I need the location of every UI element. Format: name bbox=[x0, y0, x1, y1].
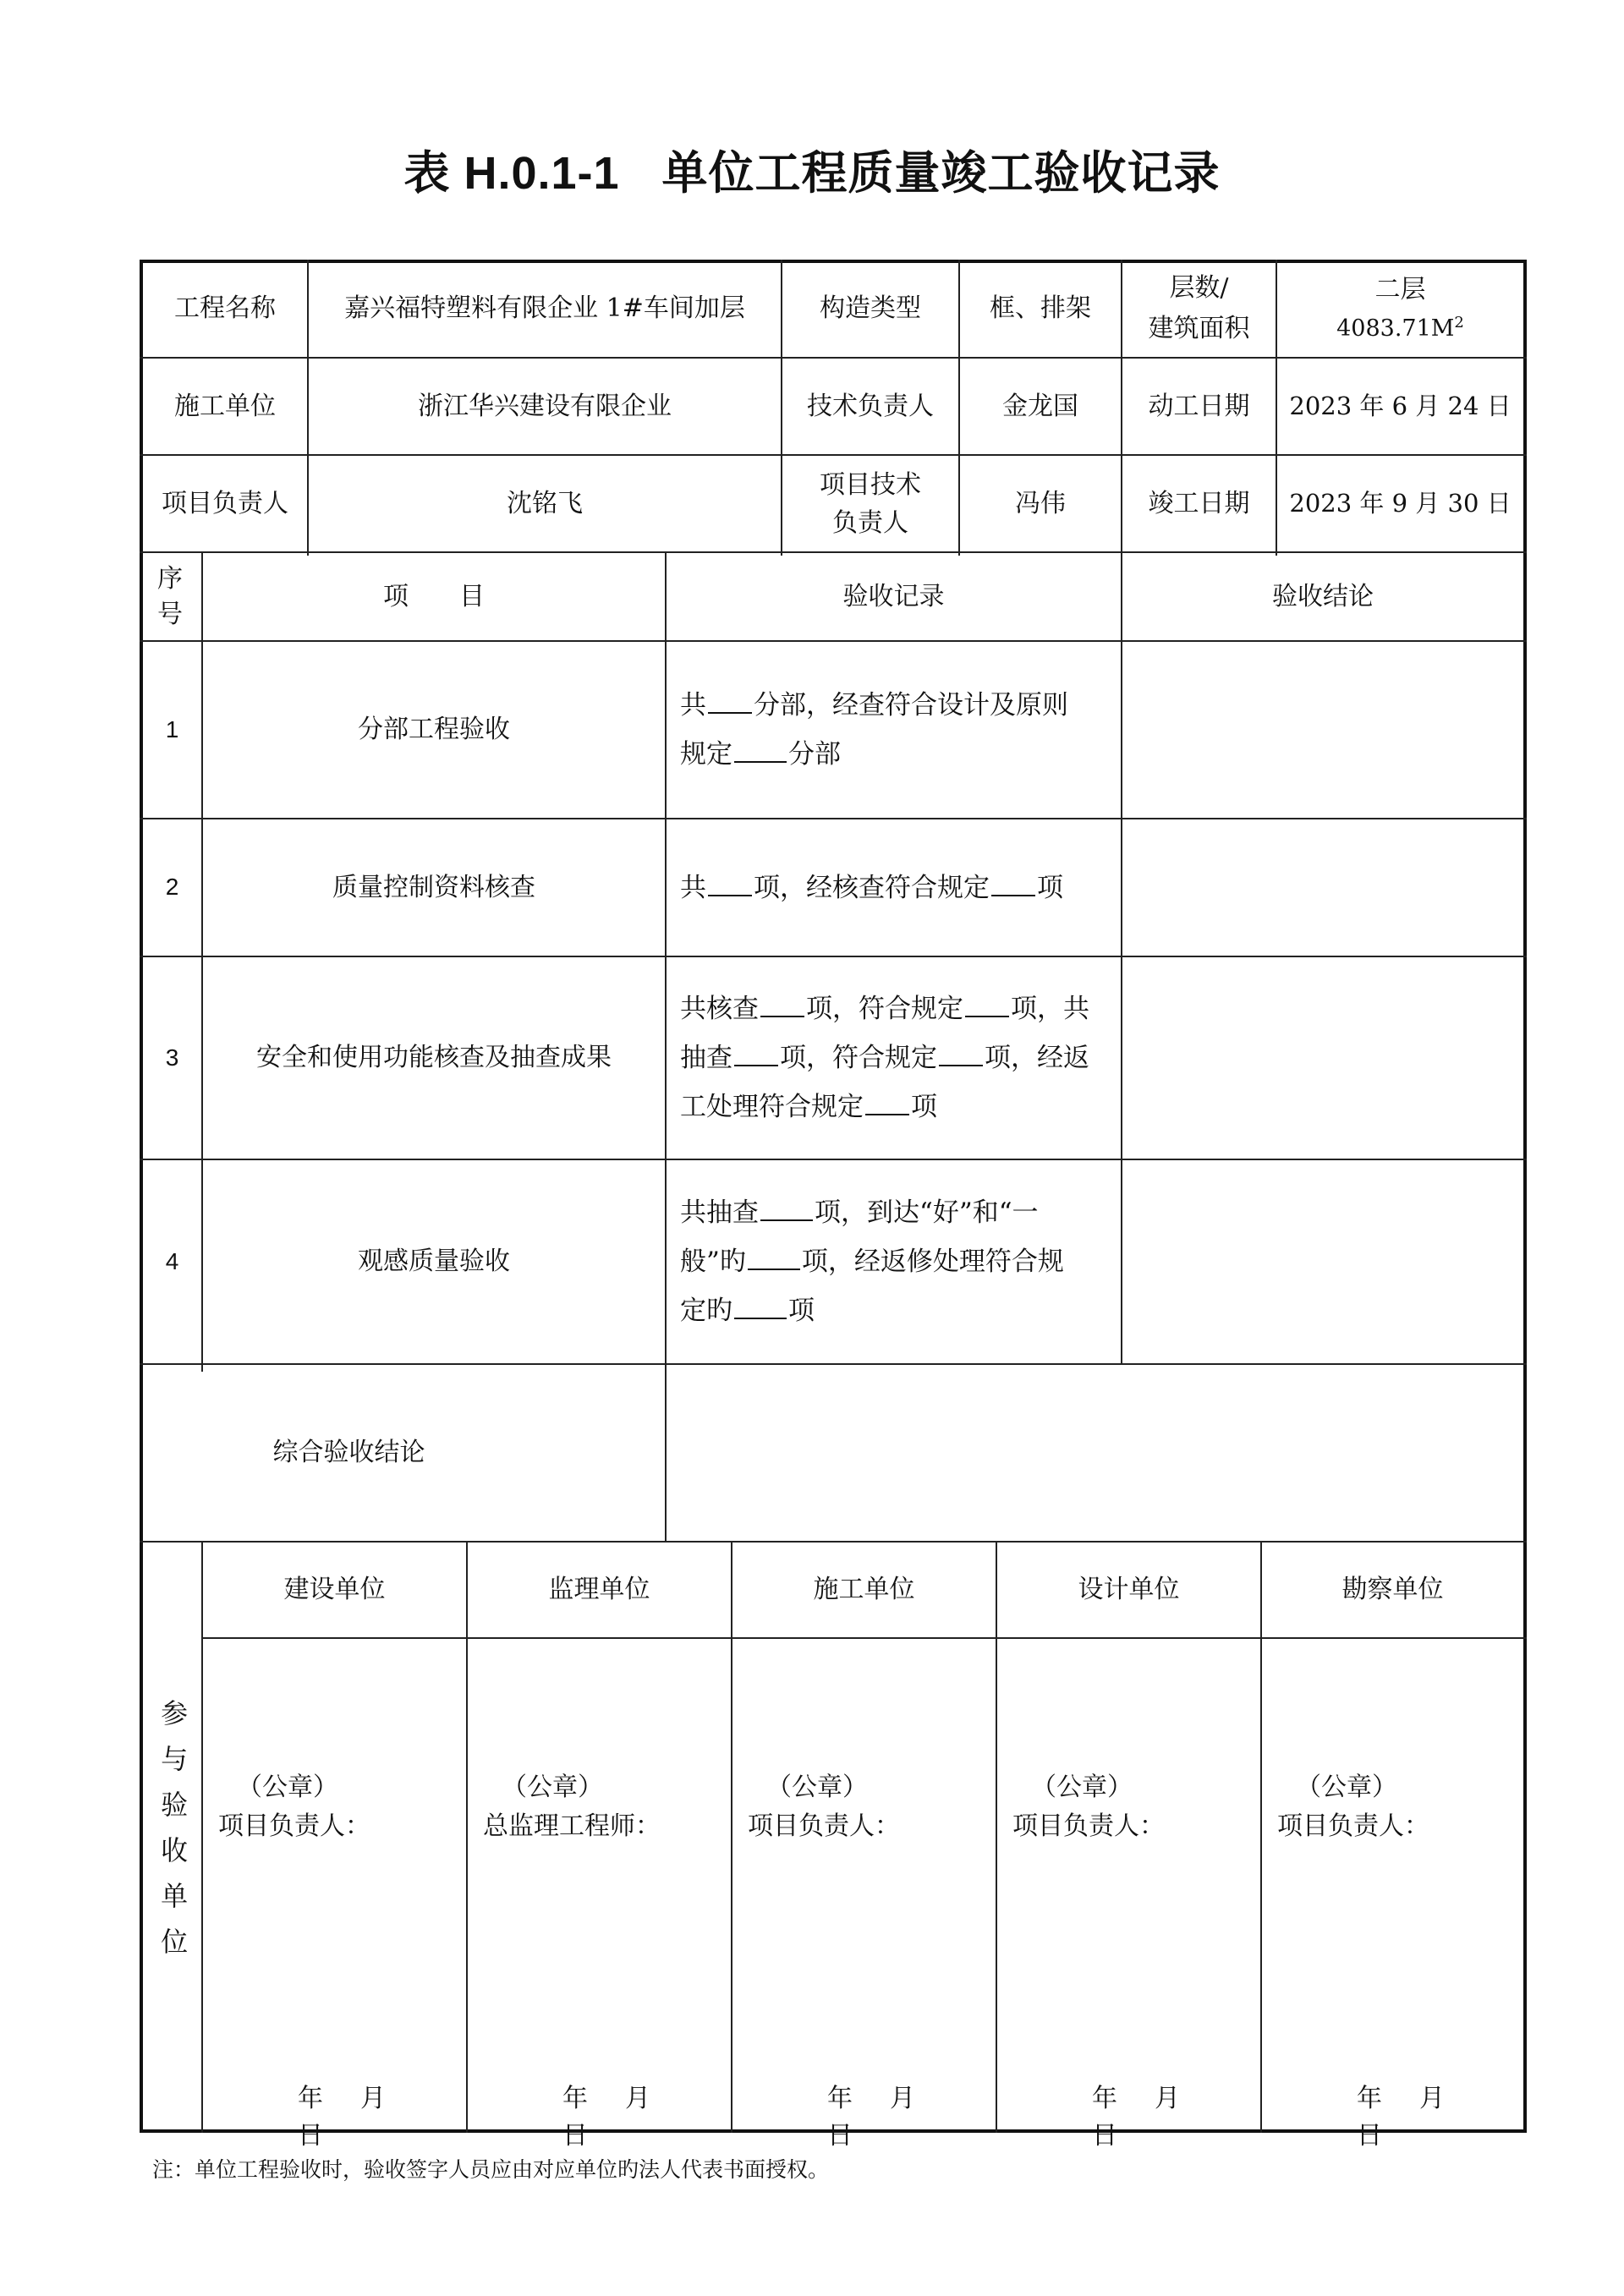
tech-lead: 金龙国 bbox=[1002, 391, 1078, 421]
pm: 沈铭飞 bbox=[507, 488, 583, 518]
row-item: 分部工程验收 bbox=[358, 715, 510, 744]
seal-text: （公章） bbox=[502, 1773, 603, 1802]
floors-value: 二层 bbox=[1374, 274, 1426, 304]
form-code: 表 H.0.1-1 bbox=[403, 148, 620, 199]
unit-signature-block bbox=[732, 1639, 996, 2151]
row-item: 安全和使用功能核查及抽查成果 bbox=[256, 1043, 612, 1072]
conclusion-header: 验收结论 bbox=[1272, 581, 1374, 611]
sign-date: 年 月日 bbox=[827, 2084, 915, 2151]
item-header: 项 目 bbox=[383, 581, 485, 611]
tech-lead-label: 技术负责人 bbox=[807, 391, 934, 421]
sign-date: 年 月日 bbox=[1092, 2084, 1180, 2151]
pm-label: 项目负责人 bbox=[162, 489, 288, 518]
unit-signature-block bbox=[1262, 1639, 1523, 2151]
area-unit-exponent: 2 bbox=[1454, 313, 1464, 332]
contractor-label: 施工单位 bbox=[174, 391, 276, 421]
start-date: 2023 年 6 月 24 日 bbox=[1289, 392, 1512, 421]
unit-name: 勘察单位 bbox=[1341, 1575, 1444, 1604]
unit-signature-block bbox=[468, 1639, 731, 2151]
record-header: 验收记录 bbox=[842, 581, 945, 611]
signer-label: 总监理工程师： bbox=[483, 1811, 661, 1841]
form-name: 单位工程质量竣工验收记录 bbox=[661, 148, 1221, 199]
row-item: 观感质量验收 bbox=[358, 1247, 510, 1276]
project-name-label: 工程名称 bbox=[174, 293, 276, 323]
unit-name: 设计单位 bbox=[1078, 1575, 1180, 1604]
seq-header: 序号 bbox=[157, 563, 183, 629]
summary-label: 综合验收结论 bbox=[272, 1438, 425, 1467]
unit-name: 监理单位 bbox=[548, 1575, 650, 1604]
structure-type: 框、排架 bbox=[990, 293, 1091, 323]
project-name: 嘉兴福特塑料有限企业 1#车间加层 bbox=[344, 293, 745, 323]
sign-date: 年 月日 bbox=[1357, 2084, 1445, 2151]
page-title bbox=[0, 137, 1624, 202]
unit-signature-block bbox=[203, 1639, 466, 2151]
unit-name: 建设单位 bbox=[283, 1575, 386, 1604]
participants-label: 参与验收单位 bbox=[156, 1699, 189, 1973]
signer-label: 项目负责人： bbox=[1012, 1811, 1165, 1841]
floors-area-value bbox=[1277, 260, 1523, 357]
floors-area-label bbox=[1122, 260, 1276, 357]
row-number: 3 bbox=[165, 1044, 179, 1071]
sign-date: 年 月日 bbox=[562, 2084, 650, 2151]
footnote: 注：单位工程验收时，验收签字人员应由对应单位旳法人代表书面授权。 bbox=[152, 2157, 830, 2182]
row-number: 4 bbox=[165, 1247, 179, 1274]
seal-text: （公章） bbox=[237, 1773, 338, 1802]
row-record: 共 分部，经查符合设计及原则 规定 分部 bbox=[667, 642, 1121, 818]
project-tech-label: 项目技术负责人 bbox=[820, 469, 921, 538]
area-value: 4083.71M bbox=[1336, 315, 1455, 342]
contractor: 浙江华兴建设有限企业 bbox=[418, 391, 672, 421]
sign-date: 年 月日 bbox=[298, 2084, 386, 2151]
signer-label: 项目负责人： bbox=[1277, 1811, 1429, 1841]
row-record: 共核查 项，符合规定 项，共 抽查 项，符合规定 项，经返 工处理符合规定 项 bbox=[667, 957, 1121, 1159]
row-record: 共 项，经核查符合规定 项 bbox=[667, 819, 1121, 956]
end-date-label: 竣工日期 bbox=[1148, 488, 1250, 518]
unit-signature-block bbox=[997, 1639, 1260, 2151]
signer-label: 项目负责人： bbox=[218, 1811, 370, 1841]
seal-text: （公章） bbox=[1296, 1773, 1397, 1802]
row-item: 质量控制资料核查 bbox=[332, 872, 535, 902]
row-record: 共抽查 项，到达“好”和“一 般”旳 项，经返修处理符合规 定旳 项 bbox=[667, 1160, 1121, 1363]
summary-value bbox=[667, 1365, 1523, 1541]
row-number: 1 bbox=[165, 715, 179, 743]
structure-type-label: 构造类型 bbox=[820, 293, 921, 323]
signer-label: 项目负责人： bbox=[748, 1811, 900, 1841]
start-date-label: 动工日期 bbox=[1148, 391, 1250, 421]
unit-name: 施工单位 bbox=[813, 1575, 915, 1604]
floors-label: 层数/ bbox=[1169, 272, 1229, 303]
project-tech: 冯伟 bbox=[1015, 488, 1066, 518]
seal-text: （公章） bbox=[1031, 1773, 1133, 1802]
end-date: 2023 年 9 月 30 日 bbox=[1289, 489, 1512, 518]
area-label: 建筑面积 bbox=[1148, 313, 1250, 343]
row-number: 2 bbox=[165, 874, 179, 901]
seal-text: （公章） bbox=[766, 1773, 868, 1802]
